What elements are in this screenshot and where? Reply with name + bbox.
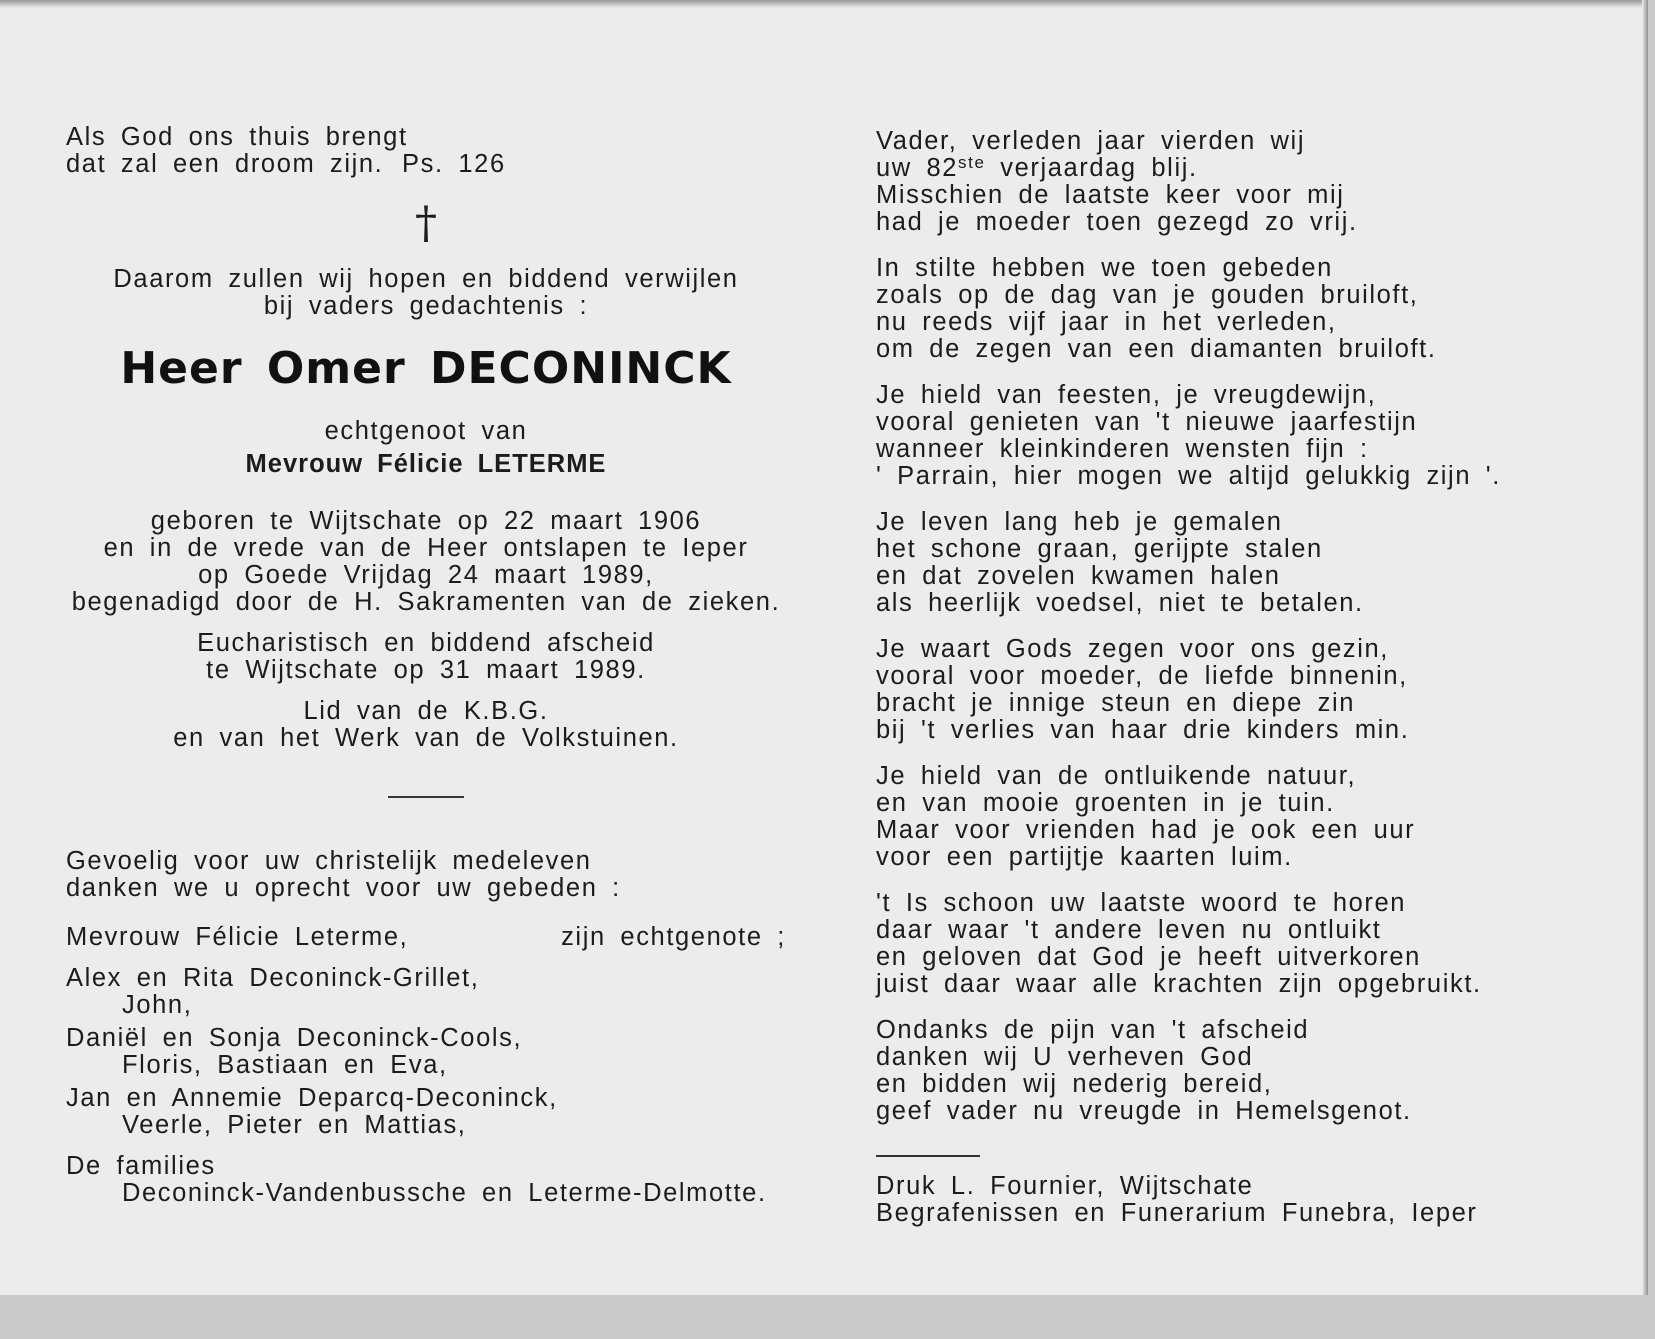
psalm-reference: Ps. 126 (402, 150, 506, 178)
printer-line-2: Begrafenissen en Funerarium Funebra, Ieper (876, 1199, 1478, 1227)
cross-icon: † (415, 198, 437, 249)
poem-stanza-8 (876, 1017, 1616, 1125)
poem-line: Vader, verleden jaar vierden wij (876, 127, 1306, 155)
ordinal-suffix: ste (958, 153, 986, 172)
widow-name: Mevrouw Félicie Leterme, (66, 923, 409, 951)
poem-line: In stilte hebben we toen gebeden (876, 254, 1333, 282)
poem-stanza-7 (876, 890, 1616, 998)
motto-text: dat zal een droom zijn. (66, 150, 384, 178)
widow-row (66, 924, 786, 951)
deceased-name: Heer Omer DECONINCK (120, 343, 732, 394)
poem-line: daar waar 't andere leven nu ontluikt (876, 916, 1382, 944)
card-right-edge (1642, 0, 1648, 1295)
families-names: Deconinck-Vandenbussche en Leterme-Delmotte. (122, 1179, 767, 1207)
poem-line: bracht je innige steun en diepe zin (876, 689, 1356, 717)
poem-line: en geloven dat God je heeft uitverkoren (876, 943, 1421, 971)
poem-line: als heerlijk voedsel, niet te betalen. (876, 589, 1364, 617)
motto-line-1: Als God ons thuis brengt (66, 123, 408, 151)
poem-line: had je moeder toen gezegd zo vrij. (876, 208, 1358, 236)
poem-stanza-4 (876, 509, 1616, 617)
poem-line: om de zegen van een diamanten bruiloft. (876, 335, 1437, 363)
birth-death-line-2: en in de vrede van de Heer ontslapen te Ieper (103, 534, 749, 562)
poem-stanza-2 (876, 255, 1616, 363)
poem-line: Misschien de laatste keer voor mij (876, 181, 1345, 209)
grandchildren-2: Floris, Bastiaan en Eva, (122, 1051, 448, 1079)
poem-line (876, 155, 1616, 182)
divider (388, 796, 464, 798)
poem-line: Ondanks de pijn van 't afscheid (876, 1016, 1310, 1044)
spouse-name: Mevrouw Félicie LETERME (245, 450, 607, 478)
child-family-1: Alex en Rita Deconinck-Grillet, (66, 964, 480, 992)
motto-line-2 (66, 151, 786, 178)
poem-stanza-1 (876, 128, 1616, 236)
membership-line-2: en van het Werk van de Volkstuinen. (173, 724, 679, 752)
poem-line: en van mooie groenten in je tuin. (876, 789, 1335, 817)
birth-death-line-4: begenadigd door de H. Sakramenten van de zieken. (71, 588, 781, 616)
right-column (876, 128, 1616, 1227)
intro-line-2: bij vaders gedachtenis : (263, 292, 589, 320)
poem-line: Je leven lang heb je gemalen (876, 508, 1283, 536)
poem-line: Je waart Gods zegen voor ons gezin, (876, 635, 1389, 663)
membership-line-1: Lid van de K.B.G. (303, 697, 549, 725)
child-family-3: Jan en Annemie Deparcq-Deconinck, (66, 1084, 558, 1112)
printer-line-1: Druk L. Fournier, Wijtschate (876, 1172, 1254, 1200)
poem-line: het schone graan, gerijpte stalen (876, 535, 1323, 563)
poem-line: Maar voor vrienden had je ook een uur (876, 816, 1416, 844)
child-family-2: Daniël en Sonja Deconinck-Cools, (66, 1024, 523, 1052)
poem-stanza-6 (876, 763, 1616, 871)
families-label: De families (66, 1152, 216, 1180)
poem-line: vooral genieten van 't nieuwe jaarfestijn (876, 408, 1418, 436)
poem-line: en bidden wij nederig bereid, (876, 1070, 1273, 1098)
grandchildren-3: Veerle, Pieter en Mattias, (122, 1111, 467, 1139)
poem-line: Je hield van de ontluikende natuur, (876, 762, 1357, 790)
poem-line: danken wij U verheven God (876, 1043, 1254, 1071)
poem-line: en dat zovelen kwamen halen (876, 562, 1281, 590)
left-column (66, 124, 786, 1207)
poem-stanza-5 (876, 636, 1616, 744)
poem-line: geef vader nu vreugde in Hemelsgenot. (876, 1097, 1412, 1125)
funeral-line-1: Eucharistisch en biddend afscheid (197, 629, 655, 657)
birth-death-line-1: geboren te Wijtschate op 22 maart 1906 (150, 507, 702, 535)
poem-line: wanneer kleinkinderen wensten fijn : (876, 435, 1369, 463)
spouse-label: echtgenoot van (324, 417, 528, 445)
funeral-line-2: te Wijtschate op 31 maart 1989. (206, 656, 646, 684)
poem-line: Je hield van feesten, je vreugdewijn, (876, 381, 1377, 409)
printer-divider (876, 1155, 980, 1157)
poem-fragment: verjaardag blij. (985, 154, 1198, 182)
widow-role: zijn echtgenote ; (561, 923, 786, 951)
poem-line: zoals op de dag van je gouden bruiloft, (876, 281, 1419, 309)
poem-line: bij 't verlies van haar drie kinders min. (876, 716, 1410, 744)
poem-line: juist daar waar alle krachten zijn opgebruikt. (876, 970, 1482, 998)
card-top-edge (0, 0, 1648, 8)
intro-line-1: Daarom zullen wij hopen en biddend verwijlen (113, 265, 739, 293)
poem-line: nu reeds vijf jaar in het verleden, (876, 308, 1337, 336)
thanks-line-2: danken we u oprecht voor uw gebeden : (66, 874, 621, 902)
poem-line: ' Parrain, hier mogen we altijd gelukkig zijn '. (876, 462, 1501, 490)
poem-line: voor een partijtje kaarten luim. (876, 843, 1293, 871)
poem-stanza-3 (876, 382, 1616, 490)
poem-fragment: uw 82 (876, 154, 959, 182)
thanks-line-1: Gevoelig voor uw christelijk medeleven (66, 847, 592, 875)
poem-line: vooral voor moeder, de liefde binnenin, (876, 662, 1408, 690)
grandchildren-1: John, (122, 991, 193, 1019)
birth-death-line-3: op Goede Vrijdag 24 maart 1989, (198, 561, 654, 589)
poem-line: 't Is schoon uw laatste woord te horen (876, 889, 1407, 917)
